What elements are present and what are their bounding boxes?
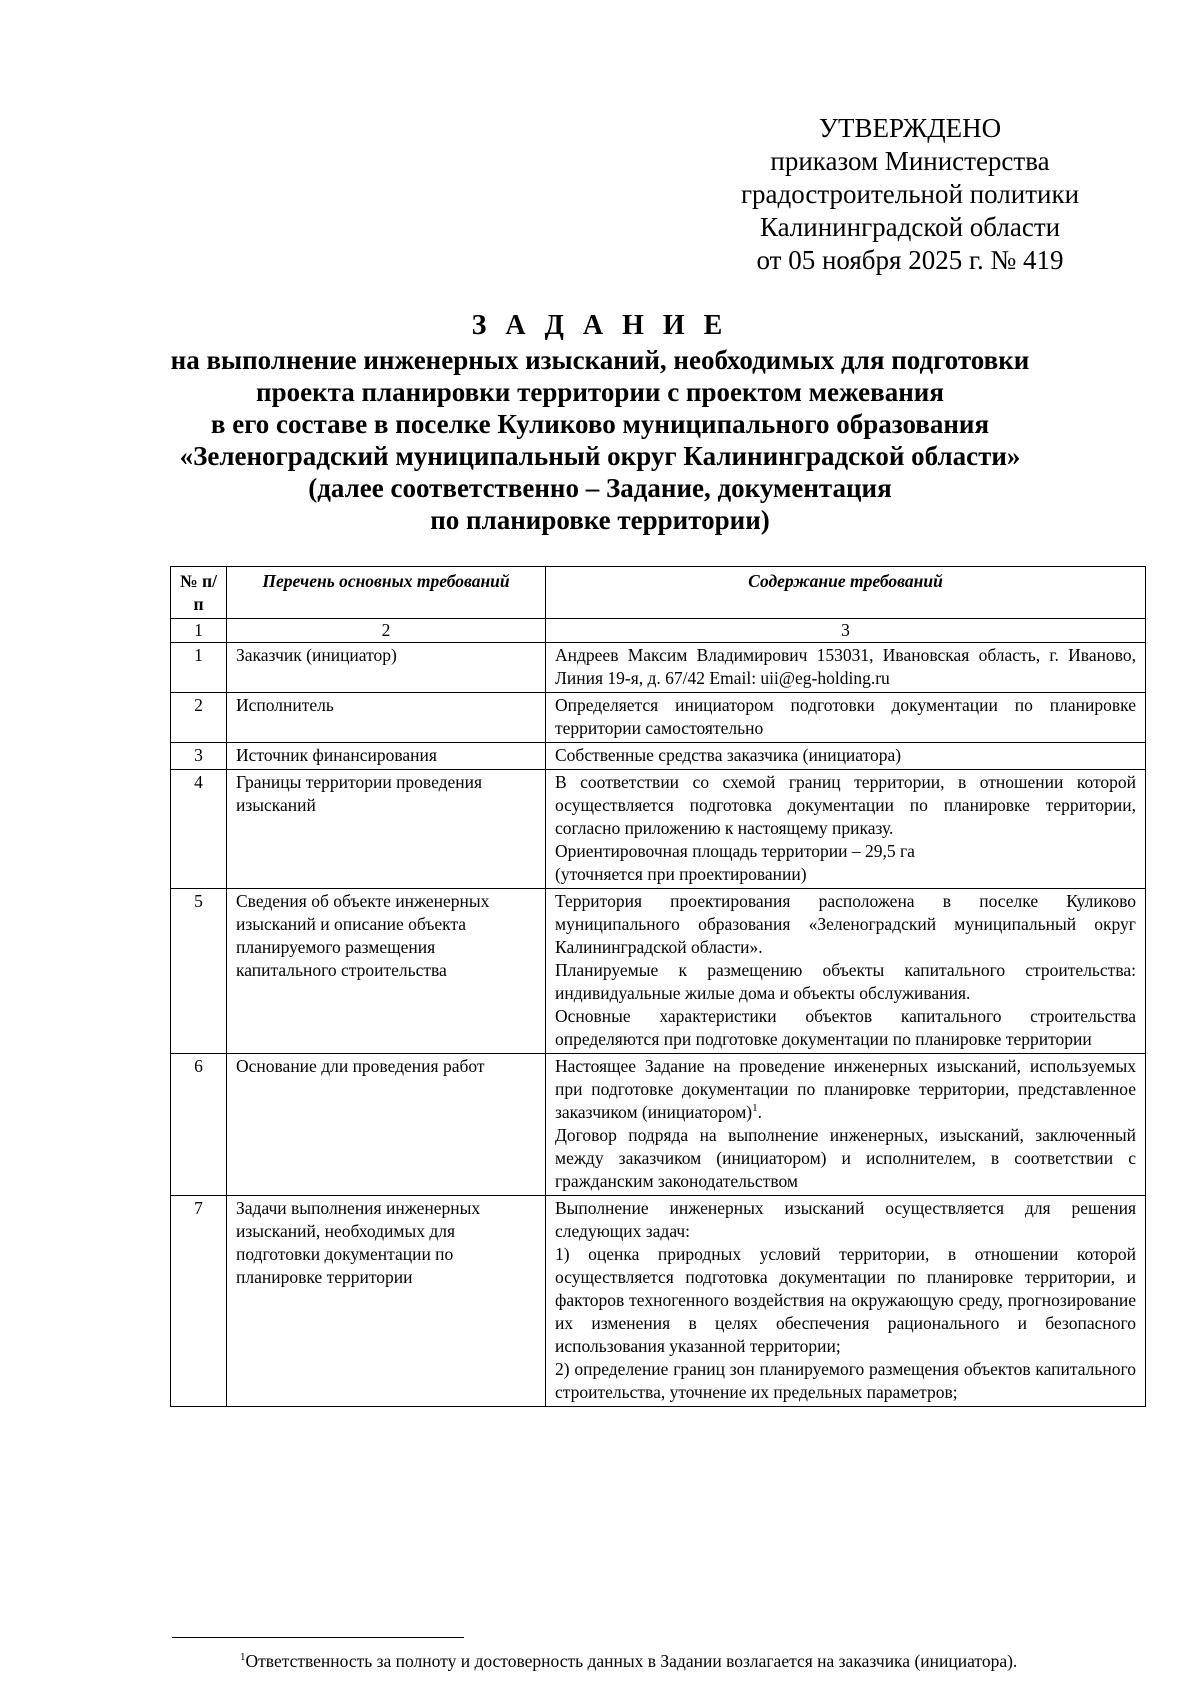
approval-stamp bbox=[720, 112, 1100, 277]
paragraph-text: Договор подряда на выполнение инженерных, изысканий, заключенный между заказчиком (инициатором) и исполнителем, в соответствии с гражданским законодательством bbox=[555, 1125, 1136, 1191]
content-paragraph bbox=[555, 1243, 1136, 1358]
table-row bbox=[171, 693, 1146, 743]
title-main: З А Д А Н И Е bbox=[471, 310, 729, 341]
table-row bbox=[171, 1054, 1146, 1196]
column-index: 2 bbox=[227, 619, 546, 643]
approval-date-line: от 05 ноября 2025 г. № 419 bbox=[756, 245, 1064, 275]
requirement-content bbox=[546, 1196, 1146, 1407]
paragraph-text: Определяется инициатором подготовки документации по планировке территории самостоятельно bbox=[555, 695, 1136, 738]
approval-heading: УТВЕРЖДЕНО bbox=[818, 113, 1002, 143]
requirements-table bbox=[170, 566, 1146, 1407]
approval-ministry-line: градостроительной политики bbox=[740, 179, 1080, 209]
requirement-content bbox=[546, 693, 1146, 743]
content-paragraph bbox=[555, 644, 1136, 690]
footnote-mark: 1 bbox=[240, 1651, 246, 1664]
paragraph-text: Планируемые к размещению объекты капитального строительства: индивидуальные жилые дома и объекты обслуживания. bbox=[555, 960, 1136, 1003]
content-paragraph bbox=[555, 863, 1136, 886]
title-line: «Зеленоградский муниципальный округ Калининградской области» bbox=[179, 441, 1021, 471]
paragraph-text: 2) определение границ зон планируемого размещения объектов капитального строительства, уточнение их предельных параметров; bbox=[555, 1359, 1136, 1402]
footnote-text: Ответственность за полноту и достоверность данных в Задании возлагается на заказчика (инициатора). bbox=[245, 1651, 1018, 1671]
content-paragraph bbox=[555, 1124, 1136, 1193]
requirement-content bbox=[546, 889, 1146, 1054]
column-index: 3 bbox=[546, 619, 1146, 643]
approval-order-line: приказом Министерства bbox=[770, 146, 1050, 176]
header-num: № п/п bbox=[171, 567, 227, 619]
paragraph-text: Собственные средства заказчика (инициатора) bbox=[555, 745, 902, 765]
requirement-content bbox=[546, 770, 1146, 889]
requirement-name: Границы территории проведения изысканий bbox=[227, 770, 546, 889]
content-paragraph bbox=[555, 890, 1136, 959]
row-number: 7 bbox=[171, 1196, 227, 1407]
header-name: Перечень основных требований bbox=[227, 567, 546, 619]
requirement-name: Сведения об объекте инженерных изысканий и описание объекта планируемого размещения капитального строительства bbox=[227, 889, 546, 1054]
footnote-reference: 1 bbox=[752, 1102, 758, 1115]
table-header-row bbox=[171, 567, 1146, 619]
content-paragraph bbox=[555, 959, 1136, 1005]
title-line: (далее соответственно – Задание, документация bbox=[308, 473, 892, 503]
paragraph-text: Выполнение инженерных изысканий осуществляется для решения следующих задач: bbox=[555, 1198, 1136, 1241]
paragraph-text: 1) оценка природных условий территории, в отношении которой осуществляется подготовка документации по планировке территории, и факторов техногенного воздействия на окружающую среду, прогнозирование их изменения в целях обеспечения рационального и безопасного использования указанной территории; bbox=[555, 1244, 1136, 1356]
column-index: 1 bbox=[171, 619, 227, 643]
paragraph-text: Настоящее Задание на проведение инженерных изысканий, используемых при подготовке документации по планировке территории, представленное заказчиком (инициатором) bbox=[555, 1056, 1136, 1122]
content-paragraph bbox=[555, 1197, 1136, 1243]
content-paragraph bbox=[555, 771, 1136, 840]
row-number: 3 bbox=[171, 743, 227, 770]
row-number: 1 bbox=[171, 643, 227, 693]
requirement-content bbox=[546, 643, 1146, 693]
content-paragraph bbox=[555, 744, 1136, 767]
paragraph-text: Ориентировочная площадь территории – 29,5 га bbox=[555, 841, 915, 861]
requirement-name: Источник финансирования bbox=[227, 743, 546, 770]
content-paragraph bbox=[555, 840, 1136, 863]
row-number: 4 bbox=[171, 770, 227, 889]
title-line: на выполнение инженерных изысканий, необходимых для подготовки bbox=[170, 345, 1030, 375]
table-row bbox=[171, 770, 1146, 889]
table-row bbox=[171, 1196, 1146, 1407]
table-row bbox=[171, 889, 1146, 1054]
footnote-separator bbox=[172, 1637, 464, 1638]
paragraph-text: В соответствии со схемой границ территории, в отношении которой осуществляется подготовка документации по планировке территории, согласно приложению к настоящему приказу. bbox=[555, 772, 1136, 838]
requirement-name: Исполнитель bbox=[227, 693, 546, 743]
approval-region-line: Калининградской области bbox=[759, 212, 1061, 242]
footnote bbox=[240, 1650, 1160, 1672]
content-paragraph bbox=[555, 1358, 1136, 1404]
requirement-content bbox=[546, 1054, 1146, 1196]
title-line: по планировке территории) bbox=[430, 505, 770, 535]
content-paragraph bbox=[555, 694, 1136, 740]
requirement-name: Основание дли проведения работ bbox=[227, 1054, 546, 1196]
paragraph-text: Основные характеристики объектов капитального строительства определяются при подготовке документации по планировке территории bbox=[555, 1006, 1136, 1049]
paragraph-text: (уточняется при проектировании) bbox=[555, 864, 807, 884]
column-index-row bbox=[171, 619, 1146, 643]
paragraph-text: Территория проектирования расположена в поселке Куликово муниципального образования «Зеленоградский муниципальный округ Калининградской области». bbox=[555, 891, 1136, 957]
content-paragraph bbox=[555, 1005, 1136, 1051]
content-paragraph: Настоящее Задание на проведение инженерных изысканий, используемых при подготовке документации по планировке территории, представленное заказчиком (инициатором)$^1$. bbox=[555, 1056, 1136, 1122]
row-number: 5 bbox=[171, 889, 227, 1054]
title-line: в его составе в поселке Куликово муниципального образования bbox=[210, 409, 990, 439]
requirement-content bbox=[546, 743, 1146, 770]
paragraph-text: Андреев Максим Владимирович 153031, Ивановская область, г. Иваново, Линия 19-я, д. 67/42 Email: uii@eg-holding.ru bbox=[555, 645, 1136, 688]
title-line: проекта планировки территории с проектом межевания bbox=[256, 377, 944, 407]
requirement-name: Задачи выполнения инженерных изысканий, необходимых для подготовки документации по планировке территории bbox=[227, 1196, 546, 1407]
table-row bbox=[171, 743, 1146, 770]
row-number: 6 bbox=[171, 1054, 227, 1196]
document-title bbox=[150, 310, 1050, 536]
header-content: Содержание требований bbox=[546, 567, 1146, 619]
table-row bbox=[171, 643, 1146, 693]
requirement-name: Заказчик (инициатор) bbox=[227, 643, 546, 693]
row-number: 2 bbox=[171, 693, 227, 743]
